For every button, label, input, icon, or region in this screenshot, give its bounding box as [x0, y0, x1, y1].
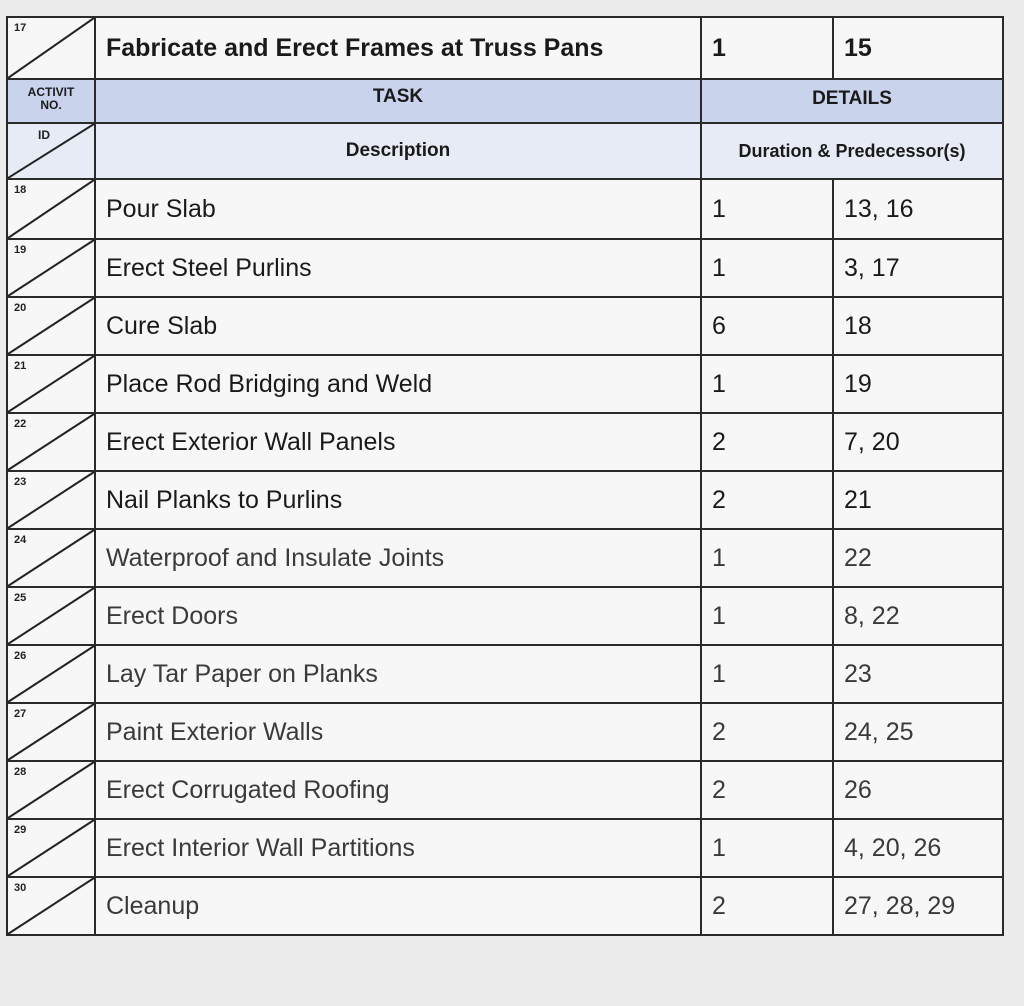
table-row — [7, 179, 1003, 239]
table-row — [7, 703, 1003, 761]
table-row — [7, 877, 1003, 935]
activity-id-cell — [7, 471, 95, 529]
activity-table-sheet — [6, 16, 1002, 936]
duration-value: 1 — [701, 239, 833, 297]
duration-value: 2 — [701, 761, 833, 819]
activity-id-cell — [7, 529, 95, 587]
activity-id-cell — [7, 413, 95, 471]
predecessors-value: 23 — [833, 645, 1003, 703]
task-name: Erect Exterior Wall Panels — [95, 413, 701, 471]
task-name: Cure Slab — [95, 297, 701, 355]
predecessors-value: 18 — [833, 297, 1003, 355]
task-name: Erect Corrugated Roofing — [95, 761, 701, 819]
predecessors-value: 7, 20 — [833, 413, 1003, 471]
duration-value: 1 — [701, 17, 833, 79]
header-row — [7, 79, 1003, 123]
activity-id-cell — [7, 239, 95, 297]
table-row-17 — [7, 17, 1003, 79]
activity-id-cell — [7, 761, 95, 819]
duration-value: 2 — [701, 413, 833, 471]
activity-no-header-line2: NO. — [40, 98, 62, 112]
task-name: Place Rod Bridging and Weld — [95, 355, 701, 413]
activity-id: 22 — [14, 418, 27, 430]
activity-table — [6, 16, 1004, 936]
id-header-cell — [7, 123, 95, 179]
activity-id: 25 — [14, 592, 27, 604]
predecessors-value: 21 — [833, 471, 1003, 529]
predecessors-value: 27, 28, 29 — [833, 877, 1003, 935]
duration-value: 1 — [701, 179, 833, 239]
description-header: Description — [95, 123, 701, 179]
duration-value: 1 — [701, 645, 833, 703]
table-row — [7, 645, 1003, 703]
predecessors-value: 4, 20, 26 — [833, 819, 1003, 877]
predecessors-value: 22 — [833, 529, 1003, 587]
duration-value: 1 — [701, 355, 833, 413]
activity-id-cell — [7, 179, 95, 239]
predecessors-value: 26 — [833, 761, 1003, 819]
activity-id-cell — [7, 587, 95, 645]
activity-id-cell — [7, 645, 95, 703]
table-row — [7, 761, 1003, 819]
predecessors-value: 8, 22 — [833, 587, 1003, 645]
activity-no-header-line1: ACTIVIT — [27, 85, 75, 99]
activity-id-cell — [7, 17, 95, 79]
activity-id: 21 — [14, 360, 27, 372]
activity-id: 26 — [14, 650, 27, 662]
duration-value: 1 — [701, 819, 833, 877]
activity-id: 19 — [14, 244, 27, 256]
duration-value: 6 — [701, 297, 833, 355]
activity-id-cell — [7, 703, 95, 761]
activity-id: 20 — [14, 302, 27, 314]
predecessors-value: 19 — [833, 355, 1003, 413]
id-header: ID — [38, 128, 50, 142]
task-name: Pour Slab — [95, 179, 701, 239]
activity-id: 24 — [14, 534, 27, 546]
activity-id-cell — [7, 297, 95, 355]
table-row — [7, 297, 1003, 355]
duration-value: 2 — [701, 877, 833, 935]
task-name: Paint Exterior Walls — [95, 703, 701, 761]
task-name: Fabricate and Erect Frames at Truss Pans — [95, 17, 701, 79]
task-name: Cleanup — [95, 877, 701, 935]
subheader-row — [7, 123, 1003, 179]
predecessors-value: 15 — [833, 17, 1003, 79]
table-row — [7, 819, 1003, 877]
task-name: Waterproof and Insulate Joints — [95, 529, 701, 587]
activity-no-header — [7, 79, 95, 123]
task-name: Erect Interior Wall Partitions — [95, 819, 701, 877]
duration-value: 1 — [701, 587, 833, 645]
table-row — [7, 355, 1003, 413]
activity-id: 28 — [14, 766, 27, 778]
task-name: Nail Planks to Purlins — [95, 471, 701, 529]
activity-id: 27 — [14, 708, 27, 720]
duration-predecessors-header: Duration & Predecessor(s) — [701, 123, 1003, 179]
activity-id: 29 — [14, 824, 27, 836]
activity-id: 17 — [14, 22, 27, 34]
activity-id: 18 — [14, 184, 27, 196]
activity-id-cell — [7, 819, 95, 877]
activity-id-cell — [7, 877, 95, 935]
table-row — [7, 239, 1003, 297]
predecessors-value: 24, 25 — [833, 703, 1003, 761]
activity-id: 23 — [14, 476, 27, 488]
task-name: Erect Doors — [95, 587, 701, 645]
table-row — [7, 471, 1003, 529]
table-row — [7, 529, 1003, 587]
activity-id: 30 — [14, 882, 27, 894]
details-header: DETAILS — [701, 79, 1003, 123]
activity-id-cell — [7, 355, 95, 413]
task-name: Erect Steel Purlins — [95, 239, 701, 297]
duration-value: 2 — [701, 471, 833, 529]
task-header: TASK — [95, 79, 701, 123]
predecessors-value: 3, 17 — [833, 239, 1003, 297]
table-row — [7, 413, 1003, 471]
predecessors-value: 13, 16 — [833, 179, 1003, 239]
table-row — [7, 587, 1003, 645]
duration-value: 2 — [701, 703, 833, 761]
task-name: Lay Tar Paper on Planks — [95, 645, 701, 703]
duration-value: 1 — [701, 529, 833, 587]
